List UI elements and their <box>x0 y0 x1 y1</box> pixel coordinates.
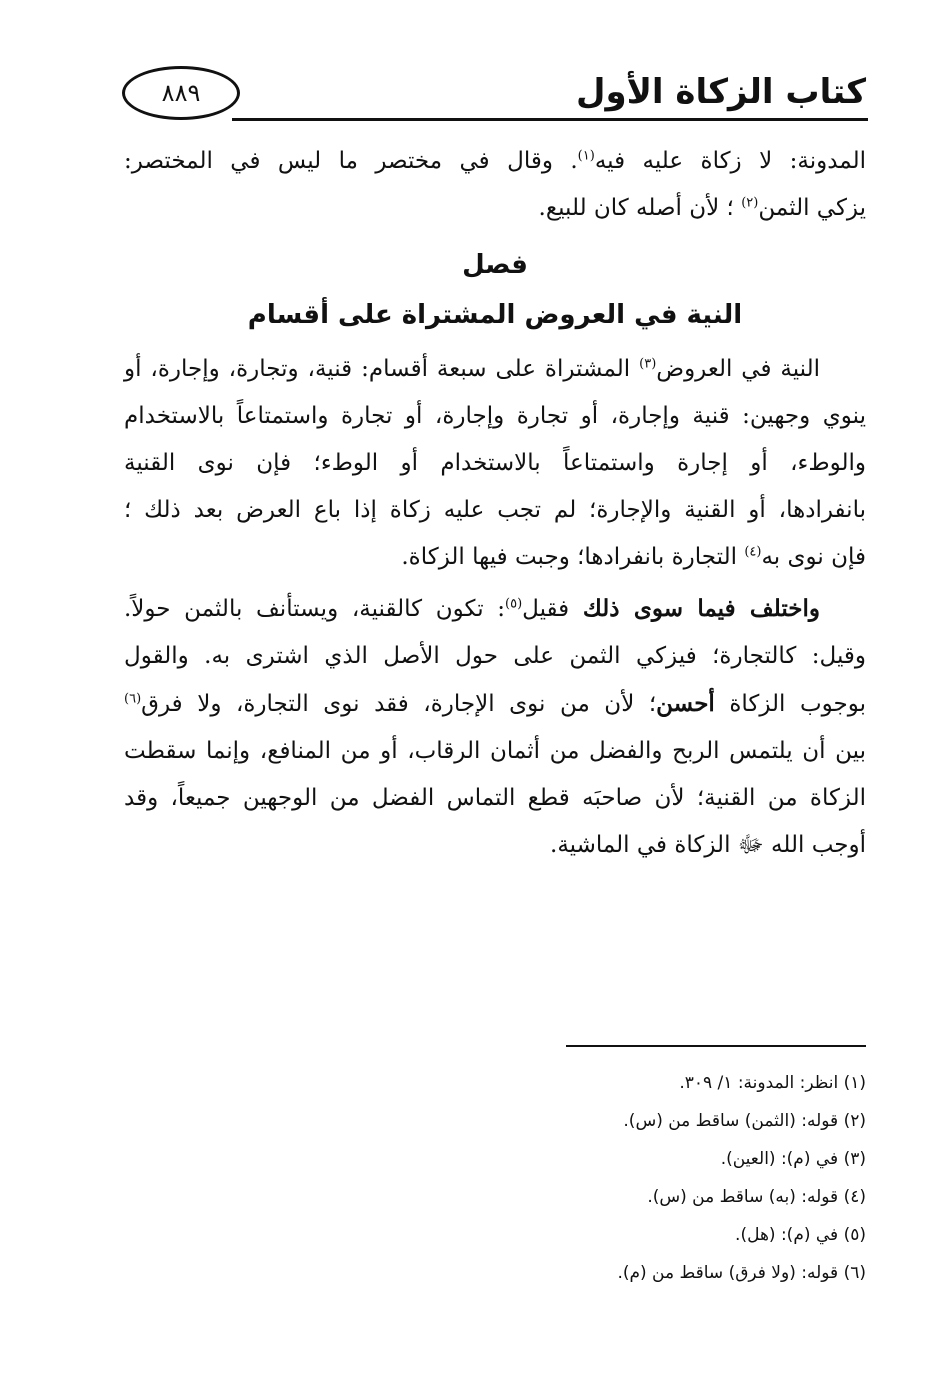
footnote: (٥) في (م): (هل). <box>735 1225 866 1245</box>
text-run: فإن نوى به <box>761 544 866 570</box>
footnote: (٢) قوله: (الثمن) ساقط من (س). <box>623 1111 866 1131</box>
text-run: : تكون كالقنية، ويستأنف بالثمن حولاً. <box>124 596 506 622</box>
footnote-separator <box>566 1045 866 1047</box>
footnote: (٦) قوله: (ولا فرق) ساقط من (م). <box>617 1263 866 1283</box>
footnote-ref: (٤) <box>744 544 762 560</box>
text-run: ؛ لأن من نوى الإجارة، فقد نوى التجارة، ولا فرق <box>141 691 657 717</box>
text-line: ينوي وجهين: قنية وإجارة، أو تجارة وإجارة، أو تجارة واستمتاعاً بالاستخدام <box>124 403 866 429</box>
footnote-ref: (٦) <box>124 691 142 707</box>
paragraph-2 <box>124 346 866 581</box>
footnote: (٤) قوله: (به) ساقط من (س). <box>647 1187 866 1207</box>
text-line: الزكاة من القنية؛ لأن صاحبَه قطع التماس الفضل من الوجهين جميعاً، وقد <box>124 785 866 811</box>
bold-run: واختلف فيما سوى ذلك <box>582 595 820 622</box>
text-run: ؛ لأن أصله كان للبيع. <box>538 195 742 221</box>
text-line <box>124 534 866 581</box>
paragraph-3 <box>124 585 866 869</box>
footnote-ref: (٢) <box>741 195 759 211</box>
text-line: بانفرادها، أو القنية والإجارة؛ لم تجب عليه زكاة إذا باع العرض بعد ذلك ؛ <box>124 497 866 523</box>
text-line: وقيل: كالتجارة؛ فيزكي الثمن على حول الأصل الذي اشترى به. والقول <box>124 643 866 669</box>
text-line <box>124 185 866 232</box>
text-line: والوطء، أو إجارة واستمتاعاً بالاستخدام أو الوطء؛ فإن نوى القنية <box>124 450 866 476</box>
text-line: بين أن يلتمس الربح والفضل من أثمان الرقاب، أو من المنافع، وإنما سقطت <box>124 738 866 764</box>
text-run: المشتراة على سبعة أقسام: قنية، وتجارة، وإجارة، أو <box>124 356 640 382</box>
section-subheading: النية في العروض المشتراة على أقسام <box>247 300 743 330</box>
text-line <box>124 138 866 185</box>
footnote: (١) انظر: المدونة: ١/ ٣٠٩. <box>679 1073 866 1093</box>
text-line <box>124 585 866 633</box>
text-run: بوجوب الزكاة <box>714 691 867 717</box>
text-run: المدونة: لا زكاة عليه فيه <box>594 148 866 174</box>
page-number-badge <box>122 66 240 120</box>
footnote-ref: (٣) <box>639 356 657 372</box>
footnote-ref: (١) <box>577 148 595 164</box>
bold-run: أحسن <box>656 690 715 717</box>
main-text <box>124 138 866 869</box>
text-run: . وقال في مختصر ما ليس في المختصر: <box>124 148 578 174</box>
text-line <box>124 346 866 393</box>
text-run: النية في العروض <box>656 356 820 382</box>
page-number: ٨٨٩ <box>161 79 201 107</box>
text-line <box>124 680 866 728</box>
header-rule <box>232 118 868 121</box>
running-header-title: كتاب الزكاة الأول <box>575 72 866 112</box>
footnote: (٣) في (م): (العين). <box>720 1149 866 1169</box>
text-run: فقيل <box>522 596 583 622</box>
text-run: التجارة بانفرادها؛ وجبت فيها الزكاة. <box>401 544 745 570</box>
section-heading: فصل <box>462 250 528 280</box>
footnotes <box>266 1064 866 1292</box>
footnote-ref: (٥) <box>505 596 523 612</box>
text-run: يزكي الثمن <box>758 195 866 221</box>
paragraph-1 <box>124 138 866 232</box>
text-line: أوجب الله ﷻ الزكاة في الماشية. <box>550 832 866 858</box>
